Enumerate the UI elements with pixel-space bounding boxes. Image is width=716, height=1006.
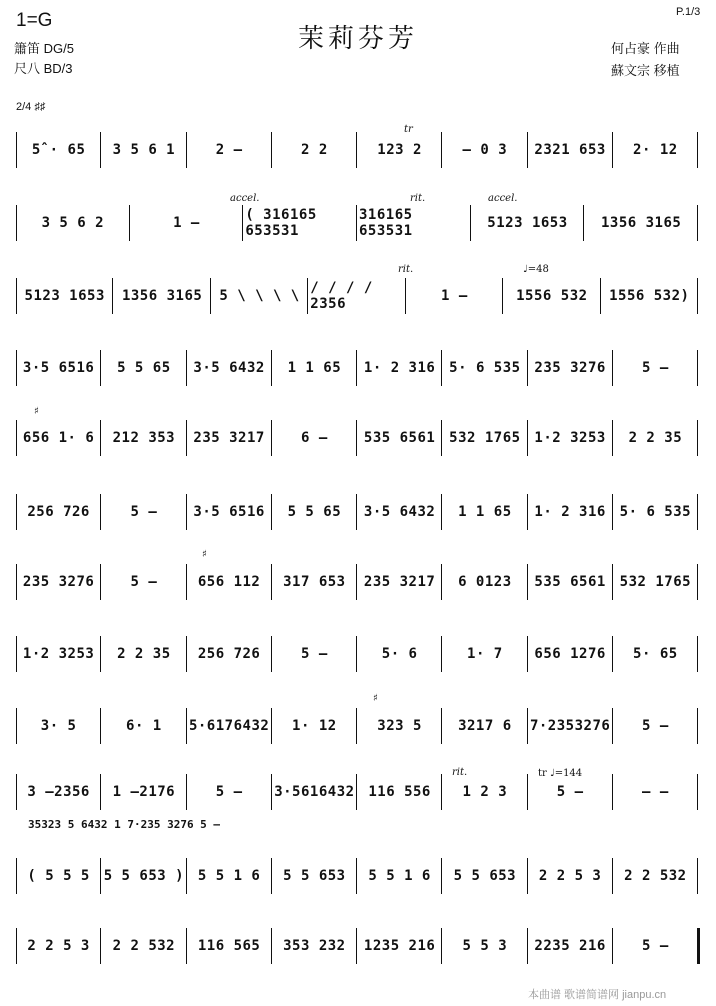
measure: – –: [641, 784, 669, 800]
measure: / / / / 2356: [310, 280, 373, 312]
measure: 7·2353276: [529, 718, 611, 734]
barline: [697, 278, 698, 314]
music-system: [16, 562, 698, 602]
barline: [271, 564, 272, 600]
measure: – 0 3: [462, 142, 508, 158]
barline: [16, 278, 17, 314]
measure: 5 –: [130, 504, 158, 520]
measure: 2 –: [215, 142, 243, 158]
measure: 323 5: [377, 718, 422, 734]
measure: 1 1 65: [458, 504, 512, 520]
barline: [186, 636, 187, 672]
measure: 2321 653: [534, 142, 606, 158]
barline: [271, 636, 272, 672]
music-system: [16, 856, 698, 896]
barline: [527, 350, 528, 386]
measure: 3217 6: [458, 718, 512, 734]
measure: 1 –: [441, 288, 468, 304]
measure: 5· 6: [381, 646, 418, 662]
barline: [186, 564, 187, 600]
barline: [441, 494, 442, 530]
measure: 5 –: [641, 718, 669, 734]
barline: [612, 564, 613, 600]
barline: [271, 420, 272, 456]
instrument-1: 簫笛 DG/5: [14, 41, 74, 56]
barline: [697, 494, 698, 530]
barline: [186, 928, 187, 964]
key-signature: 1=G: [16, 10, 53, 31]
measure: 6 –: [300, 430, 328, 446]
barline: [356, 636, 357, 672]
barline: [405, 278, 406, 314]
measure: 5 5 653: [283, 868, 346, 884]
barline: [697, 350, 698, 386]
measure: 5 5 653 ): [103, 868, 185, 884]
barline: [100, 420, 101, 456]
barline: [441, 636, 442, 672]
measure: 5 –: [300, 646, 328, 662]
measure: 656 112: [197, 574, 261, 590]
arranger: 蘇文宗 移植: [611, 63, 680, 78]
measure: 1 2 3: [462, 784, 508, 800]
measure: 5 5 3: [462, 938, 508, 954]
measure: 532 1765: [449, 430, 521, 446]
measure: 5 –: [215, 784, 243, 800]
barline: [16, 636, 17, 672]
music-system: [16, 772, 698, 812]
measure: 5 5 65: [117, 360, 171, 376]
measure: 535 6561: [363, 430, 436, 446]
barline: [271, 928, 272, 964]
barline: [100, 708, 101, 744]
barline: [527, 132, 528, 168]
barline: [527, 564, 528, 600]
barline: [583, 205, 584, 241]
measure: 1·2 3253: [534, 430, 606, 446]
barline: [502, 278, 503, 314]
measure: 2· 12: [633, 142, 678, 158]
measure: 535 6561: [534, 574, 606, 590]
barline: [16, 350, 17, 386]
measure: 1· 7: [467, 646, 503, 662]
instrument-2: 尺八 BD/3: [14, 61, 73, 76]
measure: 3·5 6432: [363, 504, 436, 520]
barline: [186, 132, 187, 168]
barline: [441, 774, 442, 810]
barline: [100, 132, 101, 168]
barline: [356, 350, 357, 386]
measure: 2 2 5 3: [538, 868, 602, 884]
barline: [129, 205, 130, 241]
barline: [612, 708, 613, 744]
music-system: [16, 634, 698, 674]
measure: 3·5 6516: [22, 360, 95, 376]
measure: 235 3276: [534, 360, 606, 376]
rit-mark: rit.: [410, 193, 426, 204]
measure: 5̂ · 65: [31, 142, 86, 158]
music-system: [16, 926, 698, 966]
measure: 5 –: [641, 938, 669, 954]
page-number: P.1/3: [676, 6, 701, 18]
measure: 1 1 65: [287, 360, 342, 376]
measure: 2 2: [300, 142, 328, 158]
barline: [697, 636, 698, 672]
measure: 235 3217: [363, 574, 436, 590]
music-system: [16, 492, 698, 532]
barline: [697, 774, 698, 810]
measure: 2 2 5 3: [27, 938, 90, 954]
accel-mark: accel.: [488, 193, 518, 204]
measure: 1556 532): [609, 288, 690, 304]
measure: 116 565: [197, 938, 261, 954]
barline: [186, 858, 187, 894]
barline: [527, 420, 528, 456]
barline: [100, 858, 101, 894]
barline: [100, 564, 101, 600]
measure: 2 2 35: [117, 646, 171, 662]
barline: [697, 132, 698, 168]
barline: [186, 420, 187, 456]
barline: [16, 708, 17, 744]
measure: 1· 2 316: [534, 504, 606, 520]
measure: 5 5 653: [453, 868, 517, 884]
measure: 5123 1653: [24, 288, 105, 304]
barline: [271, 494, 272, 530]
measure: 1· 12: [292, 718, 337, 734]
music-system: [16, 203, 698, 243]
barline: [600, 278, 601, 314]
measure: 656 1· 6: [22, 430, 95, 446]
music-system: [16, 348, 698, 388]
music-system: [16, 706, 698, 746]
barline: [697, 205, 698, 241]
barline: [441, 132, 442, 168]
barline: [527, 494, 528, 530]
measure: 3·5 6432: [193, 360, 265, 376]
barline: [612, 636, 613, 672]
barline: [271, 774, 272, 810]
barline: [697, 564, 698, 600]
barline: [16, 858, 17, 894]
barline: [271, 858, 272, 894]
barline: [100, 636, 101, 672]
barline: [16, 494, 17, 530]
barline: [697, 420, 698, 456]
measure: 3· 5: [40, 718, 77, 734]
measure: 5123 1653: [487, 215, 568, 231]
measure: 5 –: [130, 574, 158, 590]
barline: [186, 708, 187, 744]
measure: 6 0123: [458, 574, 512, 590]
measure: 5· 6 535: [449, 360, 521, 376]
music-system: [16, 418, 698, 458]
measure: 2235 216: [534, 938, 606, 954]
measure: 5 –: [556, 784, 584, 800]
barline: [697, 928, 700, 964]
barline: [356, 494, 357, 530]
measure: ( 316165 653531: [245, 207, 317, 239]
measure: 5 5 65: [287, 504, 342, 520]
measure: 2 2 532: [624, 868, 687, 884]
measure: 1356 3165: [600, 215, 682, 231]
barline: [612, 494, 613, 530]
barline: [612, 858, 613, 894]
measure: 317 653: [283, 574, 346, 590]
barline: [612, 420, 613, 456]
measure: 353 232: [283, 938, 346, 954]
tempo-mark: tr ♩=144: [538, 768, 583, 779]
watermark: 本曲谱 歌谱简谱网 jianpu.cn: [528, 989, 667, 1001]
barline: [527, 636, 528, 672]
measure: 316165 653531: [359, 207, 413, 239]
barline: [612, 132, 613, 168]
barline: [356, 205, 357, 241]
lower-voice-line: 35323 5 6432 1 7·235 3276 5 –: [28, 818, 221, 831]
measure: 3·5 6516: [193, 504, 265, 520]
barline: [16, 420, 17, 456]
barline: [100, 928, 101, 964]
measure: 5 \ \ \ \: [219, 288, 300, 304]
barline: [16, 564, 17, 600]
trill-mark: tr: [404, 124, 413, 135]
music-system: [16, 130, 698, 170]
time-signature: 2/4 ♯♯: [16, 101, 46, 113]
barline: [356, 564, 357, 600]
measure: 116 556: [368, 784, 431, 800]
accel-mark: accel.: [230, 193, 260, 204]
barline: [271, 132, 272, 168]
rit-mark: rit.: [398, 264, 414, 275]
rit-mark: rit.: [452, 767, 468, 778]
barline: [441, 350, 442, 386]
measure: 3 5 6 2: [41, 215, 105, 231]
measure: 2 2 532: [112, 938, 176, 954]
barline: [470, 205, 471, 241]
barline: [186, 494, 187, 530]
measure: 256 726: [27, 504, 90, 520]
barline: [186, 350, 187, 386]
measure: 235 3217: [193, 430, 265, 446]
measure: 212 353: [112, 430, 176, 446]
barline: [356, 420, 357, 456]
measure: 1· 2 316: [363, 360, 436, 376]
barline: [441, 564, 442, 600]
sharp-mark: ♯: [373, 693, 378, 704]
measure: 1356 3165: [121, 288, 203, 304]
tempo-mark: ♩=48: [523, 264, 549, 275]
measure: 1 –2176: [112, 784, 176, 800]
barline: [271, 350, 272, 386]
measure: 5· 65: [633, 646, 678, 662]
barline: [186, 774, 187, 810]
measure: 235 3276: [22, 574, 95, 590]
measure: 5 5 1 6: [368, 868, 431, 884]
barline: [16, 774, 17, 810]
measure: 256 726: [197, 646, 261, 662]
barline: [356, 858, 357, 894]
measure: 1235 216: [363, 938, 436, 954]
barline: [356, 774, 357, 810]
barline: [356, 132, 357, 168]
barline: [16, 928, 17, 964]
barline: [356, 928, 357, 964]
barline: [527, 774, 528, 810]
barline: [100, 350, 101, 386]
barline: [210, 278, 211, 314]
measure: 5 5 1 6: [197, 868, 261, 884]
measure: ( 5 5 5: [27, 868, 90, 884]
barline: [527, 858, 528, 894]
measure: 3·5616432: [274, 784, 355, 800]
measure: 3 –2356: [27, 784, 90, 800]
measure: 2 2 35: [628, 430, 683, 446]
music-system: [16, 276, 698, 316]
measure: 1 –: [173, 215, 200, 231]
barline: [112, 278, 113, 314]
composer: 何占豪 作曲: [611, 41, 680, 56]
barline: [16, 205, 17, 241]
measure: 1·2 3253: [22, 646, 95, 662]
barline: [16, 132, 17, 168]
barline: [356, 708, 357, 744]
barline: [697, 858, 698, 894]
barline: [612, 774, 613, 810]
barline: [441, 928, 442, 964]
barline: [527, 708, 528, 744]
barline: [612, 350, 613, 386]
measure: 5 –: [641, 360, 669, 376]
barline: [441, 708, 442, 744]
sharp-mark: ♯: [34, 406, 39, 417]
page-title: 茉莉芬芳: [297, 24, 418, 54]
barline: [441, 420, 442, 456]
measure: 123 2: [377, 142, 422, 158]
barline: [307, 278, 308, 314]
measure: 6· 1: [126, 718, 162, 734]
barline: [100, 494, 101, 530]
barline: [527, 928, 528, 964]
barline: [271, 708, 272, 744]
measure: 5·6176432: [188, 718, 270, 734]
measure: 656 1276: [534, 646, 606, 662]
barline: [612, 928, 613, 964]
measure: 3 5 6 1: [112, 142, 176, 158]
sharp-mark: ♯: [202, 549, 207, 560]
measure: 532 1765: [619, 574, 692, 590]
measure: 5· 6 535: [619, 504, 692, 520]
barline: [242, 205, 243, 241]
barline: [697, 708, 698, 744]
barline: [100, 774, 101, 810]
barline: [441, 858, 442, 894]
measure: 1556 532: [516, 288, 588, 304]
